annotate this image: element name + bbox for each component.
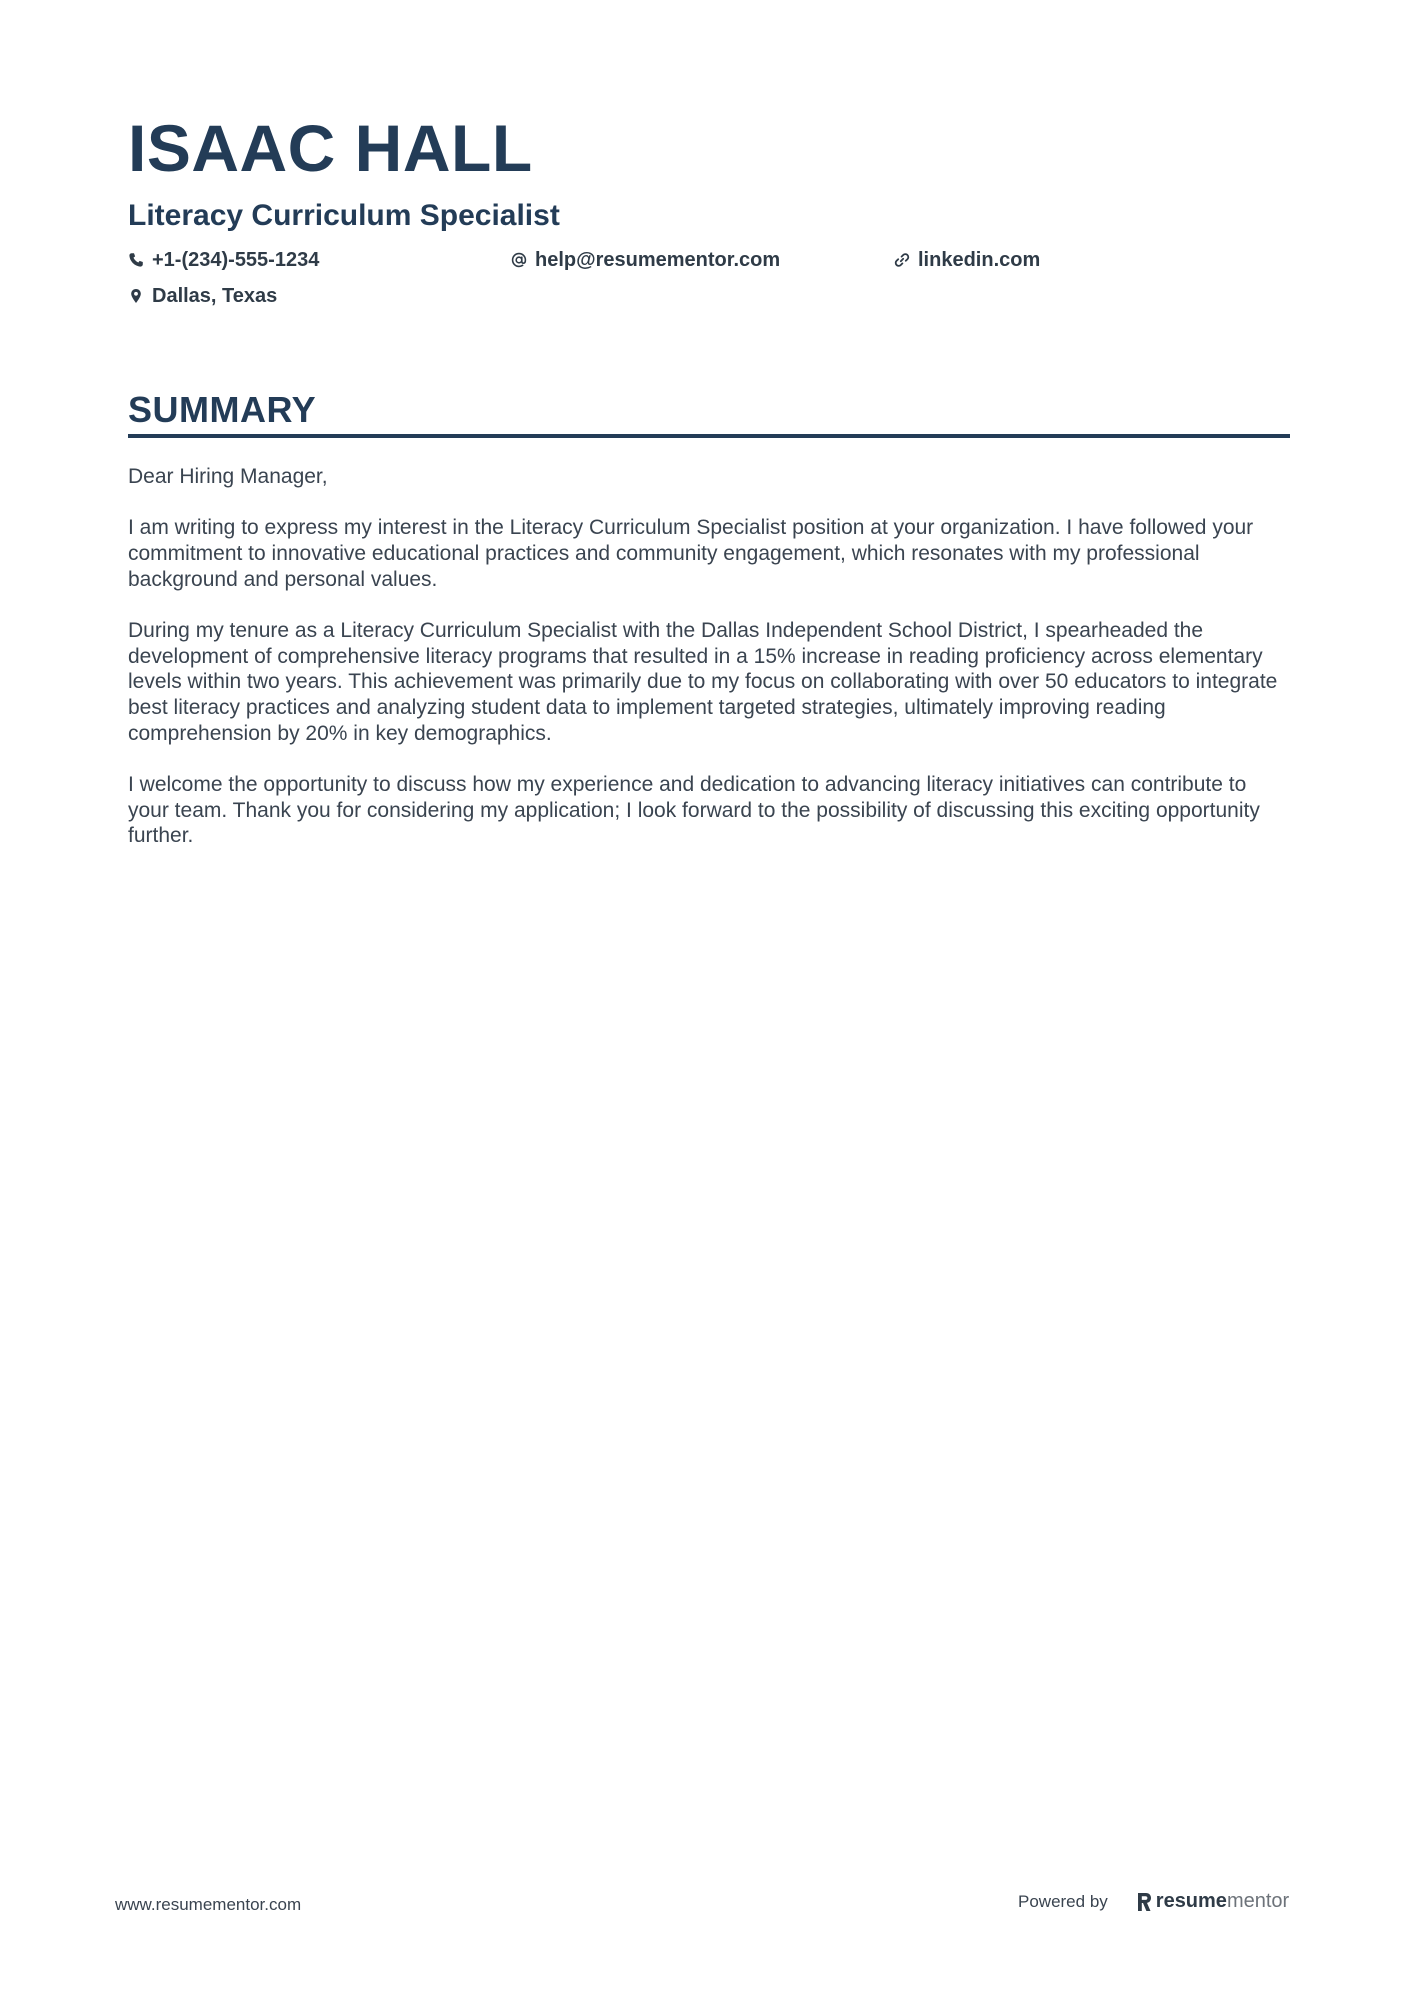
website-text[interactable]: linkedin.com xyxy=(918,249,1041,271)
location-text: Dallas, Texas xyxy=(152,285,278,307)
powered-by-label: Powered by xyxy=(1018,1891,1108,1911)
summary-section xyxy=(128,388,1290,874)
at-sign-icon xyxy=(511,252,527,268)
summary-paragraph: During my tenure as a Literacy Curriculum Specialist with the Dallas Independent School District, I spearheaded the development of comprehensive literacy programs that resulted in a 15% increase in reading proficiency across elementary levels within two years. This achievement was primarily due to my focus on collaborating with over 50 educators to integrate best literacy practices and analyzing student data to implement targeted strategies, ultimately improving reading comprehension by 20% in key demographics. xyxy=(128,618,1278,745)
summary-paragraph: I welcome the opportunity to discuss how my experience and dedication to advancing literacy initiatives can contribute to your team. Thank you for considering my application; I look forward to the possibility of discussing this exciting opportunity further. xyxy=(128,772,1260,848)
footer-branding xyxy=(1018,1890,1289,1913)
brand-logo[interactable] xyxy=(1136,1890,1289,1913)
contact-website[interactable] xyxy=(894,248,1040,272)
resume-header xyxy=(128,108,1290,318)
contact-phone xyxy=(128,248,319,272)
contact-info xyxy=(128,248,1290,318)
footer-website[interactable]: www.resumementor.com xyxy=(115,1895,302,1914)
section-divider xyxy=(128,434,1290,438)
job-title: Literacy Curriculum Specialist xyxy=(128,199,560,232)
phone-text: +1-(234)-555-1234 xyxy=(152,249,320,271)
map-pin-icon xyxy=(128,288,144,304)
email-text[interactable]: help@resumementor.com xyxy=(535,249,781,271)
greeting: Dear Hiring Manager, xyxy=(128,465,328,488)
summary-heading: SUMMARY xyxy=(128,389,317,430)
resumementor-logo-icon xyxy=(1136,1892,1152,1912)
phone-icon xyxy=(128,252,144,268)
contact-location xyxy=(128,284,277,308)
brand-name-light: mentor xyxy=(1226,1890,1290,1912)
summary-body xyxy=(128,464,1290,849)
contact-email[interactable] xyxy=(511,248,780,272)
candidate-name: ISAAC HALL xyxy=(128,111,533,185)
summary-paragraph: I am writing to express my interest in the Literacy Curriculum Specialist position at your organization. I have followed your commitment to innovative educational practices and community engagement, which resonates with my professional background and personal values. xyxy=(128,516,1254,591)
brand-name-bold: resume xyxy=(1155,1890,1227,1912)
link-icon xyxy=(894,252,910,268)
